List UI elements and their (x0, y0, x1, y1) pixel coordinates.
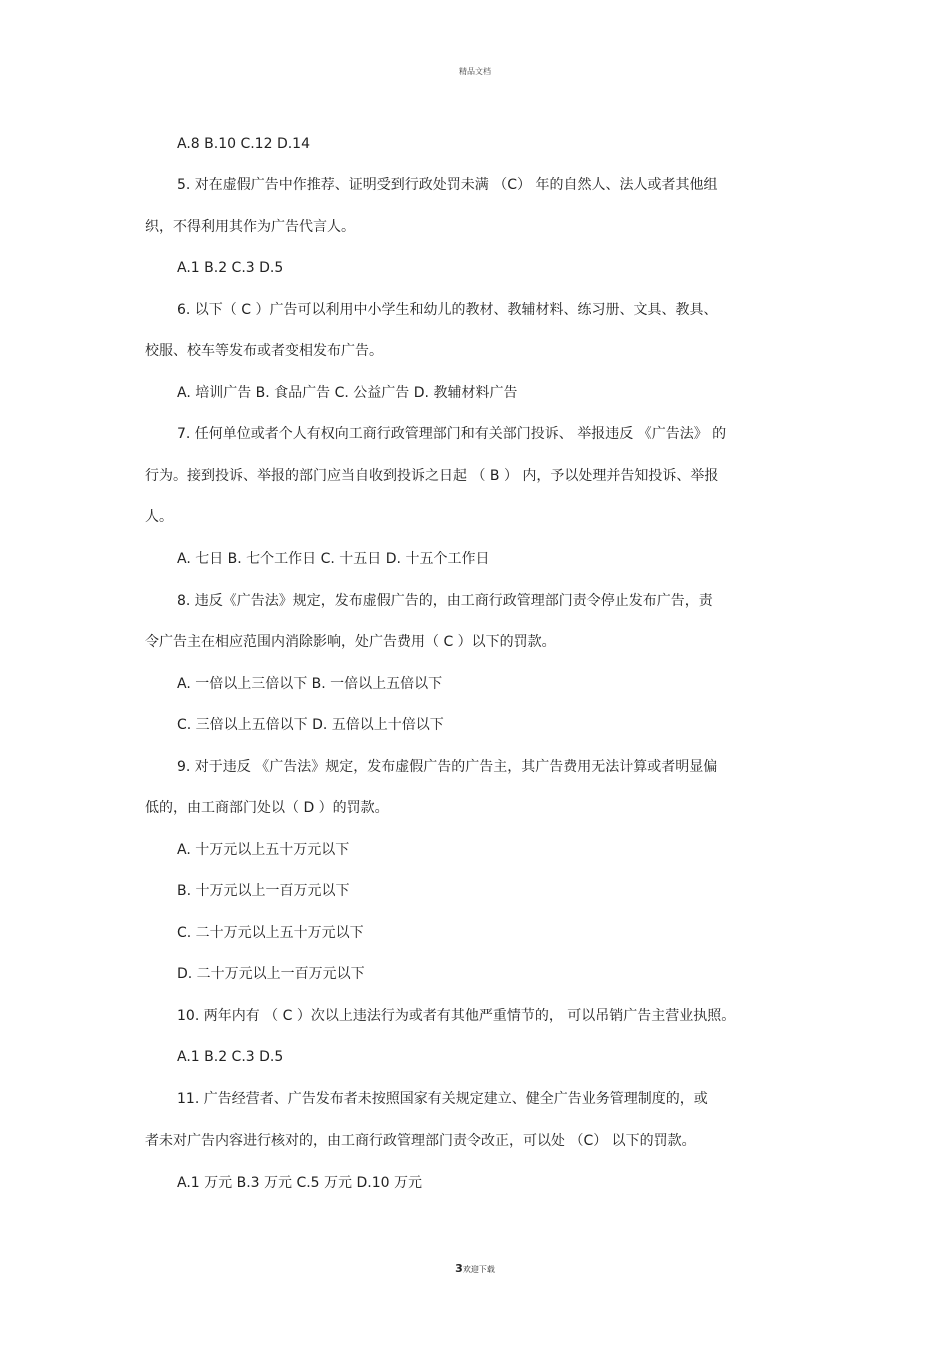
q6-stem-cont: 校服、校车等发布或者变相发布广告。 (145, 343, 383, 359)
page-header: 精品文档 (459, 67, 491, 76)
q9-stem: 9. 对于违反 《广告法》规定，发布虚假广告的广告主，其广告费用无法计算或者明显偏 (177, 759, 718, 775)
q9-option-a: A. 十万元以上五十万元以下 (177, 842, 350, 858)
q11-stem: 11. 广告经营者、广告发布者未按照国家有关规定建立、健全广告业务管理制度的，或 (177, 1091, 708, 1107)
q6-options: A. 培训广告 B. 食品广告 C. 公益广告 D. 教辅材料广告 (177, 385, 518, 401)
q7-options: A. 七日 B. 七个工作日 C. 十五日 D. 十五个工作日 (177, 551, 490, 567)
q5-stem: 5. 对在虚假广告中作推荐、证明受到行政处罚未满 （C） 年的自然人、法人或者其他组 (177, 177, 718, 193)
q8-stem: 8. 违反《广告法》规定，发布虚假广告的，由工商行政管理部门责令停止发布广告，责 (177, 593, 713, 609)
q8-options-cd: C. 三倍以上五倍以下 D. 五倍以上十倍以下 (177, 717, 444, 733)
q5-stem-cont: 织，不得利用其作为广告代言人。 (145, 219, 355, 235)
page-number: 3 (455, 1262, 463, 1275)
q11-options: A.1 万元 B.3 万元 C.5 万元 D.10 万元 (177, 1175, 422, 1191)
q8-options-ab: A. 一倍以上三倍以下 B. 一倍以上五倍以下 (177, 676, 443, 692)
page-footer (0, 1262, 950, 1275)
q9-stem-cont: 低的，由工商部门处以（ D ）的罚款。 (145, 800, 389, 816)
q7-stem-cont-2: 人。 (145, 509, 173, 525)
q11-stem-cont: 者未对广告内容进行核对的，由工商行政管理部门责令改正，可以处 （C） 以下的罚款。 (145, 1133, 696, 1149)
q8-stem-cont: 令广告主在相应范围内消除影响，处广告费用（ C ）以下的罚款。 (145, 634, 556, 650)
footer-note: 欢迎下载 (462, 1265, 495, 1274)
q9-option-b: B. 十万元以上一百万元以下 (177, 883, 350, 899)
q7-stem-cont: 行为。接到投诉、举报的部门应当自收到投诉之日起 （ B ） 内，予以处理并告知投诉、举报 (145, 468, 719, 484)
q9-option-c: C. 二十万元以上五十万元以下 (177, 925, 364, 941)
q4-options: A.8 B.10 C.12 D.14 (177, 136, 310, 152)
q10-options: A.1 B.2 C.3 D.5 (177, 1049, 284, 1065)
q9-option-d: D. 二十万元以上一百万元以下 (177, 966, 365, 982)
q6-stem: 6. 以下（ C ）广告可以利用中小学生和幼儿的教材、教辅材料、练习册、文具、教具、 (177, 302, 718, 318)
q7-stem: 7. 任何单位或者个人有权向工商行政管理部门和有关部门投诉、 举报违反 《广告法》 的 (177, 426, 727, 442)
q5-options: A.1 B.2 C.3 D.5 (177, 260, 284, 276)
q10-stem: 10. 两年内有 （ C ）次以上违法行为或者有其他严重情节的， 可以吊销广告主营业执照。 (177, 1008, 736, 1024)
